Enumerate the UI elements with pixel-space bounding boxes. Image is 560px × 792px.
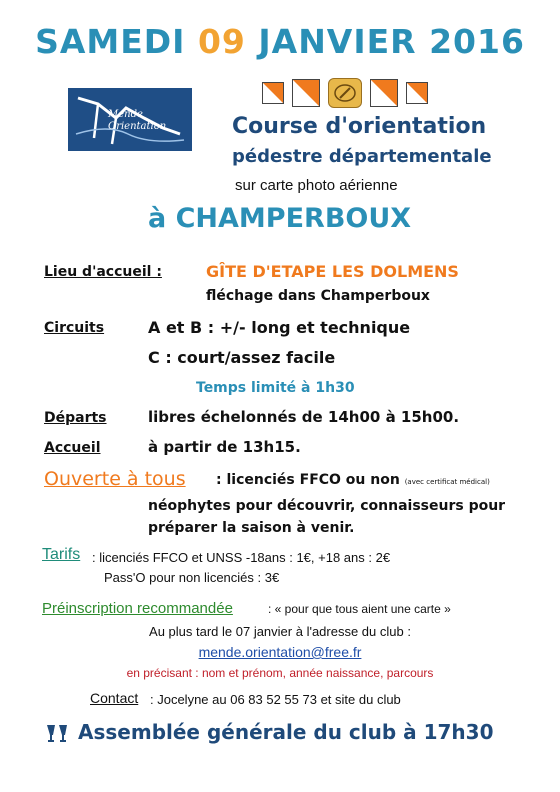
control-flag-icon — [292, 79, 320, 107]
control-flag-icon — [370, 79, 398, 107]
circuits-c: C : court/assez facile — [148, 348, 336, 367]
preinscription-details: en précisant : nom et prénom, année naissance, parcours — [126, 666, 434, 680]
tarifs-label: Tarifs — [42, 546, 81, 563]
departs-value: libres échelonnés de 14h00 à 15h00. — [148, 408, 460, 426]
club-email-link[interactable]: mende.orientation@free.fr — [198, 644, 362, 660]
title-day: SAMEDI — [35, 22, 186, 61]
contact-label: Contact — [90, 690, 139, 706]
accueil-value: à partir de 13h15. — [148, 438, 301, 456]
ouverte-note: (avec certificat médical) — [404, 478, 490, 486]
control-flag-icon — [262, 82, 284, 104]
preinscription-quote: : « pour que tous aient une carte » — [268, 602, 451, 616]
lieu-value: GÎTE D'ETAPE LES DOLMENS — [206, 262, 459, 281]
logo-text-orientation: Orientation — [108, 121, 167, 132]
departs-label: Départs — [44, 410, 107, 426]
preinscription-label: Préinscription recommandée — [42, 600, 233, 617]
page-title — [0, 22, 560, 61]
time-limit: Temps limité à 1h30 — [196, 380, 355, 396]
circuits-label: Circuits — [44, 320, 105, 336]
club-logo — [68, 88, 192, 151]
accueil-label: Accueil — [44, 440, 101, 456]
assembly-announcement — [44, 720, 494, 744]
ouverte-line3: préparer la saison à venir. — [148, 520, 355, 536]
event-title: Course d'orientation — [232, 114, 487, 139]
ouverte-label: Ouverte à tous — [44, 468, 186, 490]
tarifs-line1: : licenciés FFCO et UNSS -18ans : 1€, +18 ans : 2€ — [92, 550, 391, 565]
circuits-ab: A et B : +/- long et technique — [148, 318, 411, 337]
cheers-glasses-icon — [44, 721, 70, 743]
lieu-directions: fléchage dans Champerboux — [206, 288, 430, 304]
assembly-text: Assemblée générale du club à 17h30 — [78, 720, 494, 744]
ouverte-line2: néophytes pour découvrir, connaisseurs pour — [148, 498, 506, 514]
lieu-label: Lieu d'accueil : — [44, 264, 162, 280]
event-subtitle: pédestre départementale — [232, 146, 492, 167]
tarifs-line2: Pass'O pour non licenciés : 3€ — [104, 570, 280, 585]
event-location-city: à CHAMPERBOUX — [148, 203, 412, 234]
logo-text-mende: Mende — [108, 109, 143, 120]
event-map-type: sur carte photo aérienne — [235, 177, 398, 194]
ouverte-value — [216, 472, 490, 488]
title-day-number: 09 — [197, 22, 246, 61]
control-flag-icon — [406, 82, 428, 104]
ouverte-value-text: : licenciés FFCO ou non — [216, 472, 400, 488]
preinscription-deadline: Au plus tard le 07 janvier à l'adresse du club : — [149, 624, 411, 639]
contact-value: : Jocelyne au 06 83 52 55 73 et site du club — [150, 692, 401, 707]
title-month-year: JANVIER 2016 — [258, 22, 525, 61]
orienteering-symbols — [262, 78, 428, 108]
compass-icon — [328, 78, 362, 108]
